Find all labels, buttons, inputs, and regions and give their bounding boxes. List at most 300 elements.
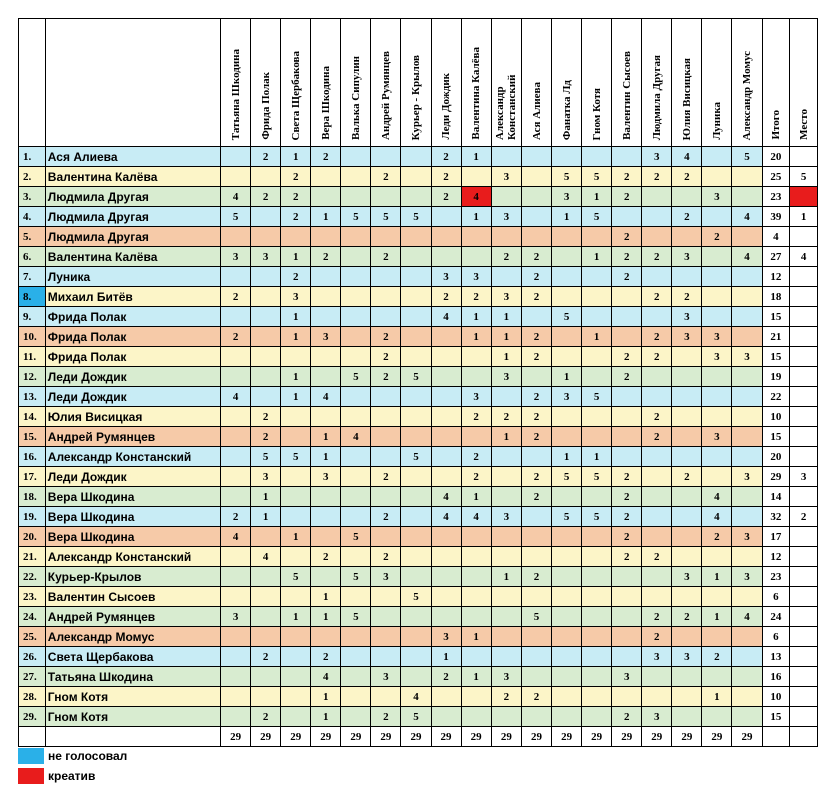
score-cell: 5 [401, 587, 431, 607]
score-cell: 3 [732, 567, 762, 587]
score-cell: 3 [491, 207, 521, 227]
score-cell [732, 667, 762, 687]
row-name: Людмила Другая [45, 187, 220, 207]
row-name: Фрида Полак [45, 307, 220, 327]
header-row [19, 19, 818, 147]
score-cell [401, 667, 431, 687]
row-place [790, 427, 818, 447]
table-row [19, 567, 818, 587]
row-place [790, 587, 818, 607]
score-cell [311, 487, 341, 507]
score-cell [491, 627, 521, 647]
score-cell: 2 [612, 227, 642, 247]
score-cell [341, 447, 371, 467]
score-cell: 2 [251, 407, 281, 427]
score-cell: 1 [281, 527, 311, 547]
table-row [19, 347, 818, 367]
score-cell [311, 167, 341, 187]
column-header [401, 19, 431, 147]
score-cell [341, 507, 371, 527]
score-cell: 3 [732, 467, 762, 487]
row-number: 12. [19, 367, 46, 387]
score-cell [732, 647, 762, 667]
row-total: 39 [762, 207, 790, 227]
row-place [790, 487, 818, 507]
score-cell [732, 407, 762, 427]
score-cell [461, 687, 491, 707]
score-cell [221, 427, 251, 447]
score-cell [461, 547, 491, 567]
score-cell: 3 [642, 647, 672, 667]
score-cell [431, 587, 461, 607]
score-cell [431, 427, 461, 447]
score-cell [491, 587, 521, 607]
score-cell: 2 [642, 347, 672, 367]
row-number: 9. [19, 307, 46, 327]
column-header [582, 19, 612, 147]
score-cell [401, 347, 431, 367]
score-cell [702, 147, 732, 167]
score-cell [672, 547, 702, 567]
score-cell [732, 447, 762, 467]
score-cell [371, 307, 401, 327]
column-total: 29 [522, 727, 552, 747]
row-place [790, 707, 818, 727]
score-cell: 5 [371, 207, 401, 227]
score-cell: 4 [221, 187, 251, 207]
score-cell [221, 447, 251, 467]
score-cell: 1 [311, 427, 341, 447]
score-cell [281, 667, 311, 687]
score-cell [642, 187, 672, 207]
row-name: Александр Констанский [45, 547, 220, 567]
table-row [19, 587, 818, 607]
row-name: Света Щербакова [45, 647, 220, 667]
score-cell: 3 [672, 567, 702, 587]
score-cell [341, 167, 371, 187]
score-cell: 3 [702, 327, 732, 347]
score-cell [552, 667, 582, 687]
table-row [19, 427, 818, 447]
table-row [19, 147, 818, 167]
score-cell [251, 227, 281, 247]
score-cell [612, 687, 642, 707]
score-cell [552, 587, 582, 607]
score-cell: 1 [702, 567, 732, 587]
column-header-label: Света Щербакова [289, 50, 302, 140]
score-cell [401, 327, 431, 347]
row-total: 6 [762, 627, 790, 647]
score-cell: 1 [281, 307, 311, 327]
score-cell: 5 [401, 447, 431, 467]
score-cell [251, 527, 281, 547]
column-total: 29 [702, 727, 732, 747]
column-total: 29 [371, 727, 401, 747]
column-total: 29 [431, 727, 461, 747]
score-cell [732, 507, 762, 527]
score-cell [251, 307, 281, 327]
row-place [790, 527, 818, 547]
score-cell [221, 627, 251, 647]
score-cell [401, 147, 431, 167]
score-cell: 5 [341, 607, 371, 627]
score-cell [311, 627, 341, 647]
score-cell: 1 [552, 207, 582, 227]
score-cell [582, 287, 612, 307]
score-cell [431, 347, 461, 367]
score-cell [612, 587, 642, 607]
score-cell: 5 [552, 307, 582, 327]
row-place [790, 307, 818, 327]
score-cell [702, 247, 732, 267]
score-cell [341, 667, 371, 687]
score-cell [371, 687, 401, 707]
score-cell: 1 [311, 447, 341, 467]
score-cell [612, 447, 642, 467]
score-cell: 5 [552, 507, 582, 527]
row-name: Александр Момус [45, 627, 220, 647]
score-cell: 1 [281, 247, 311, 267]
row-place: 3 [790, 467, 818, 487]
score-cell: 5 [552, 467, 582, 487]
score-cell [552, 607, 582, 627]
score-cell: 5 [341, 367, 371, 387]
header-corner-name [45, 19, 220, 147]
score-cell [341, 467, 371, 487]
row-total: 23 [762, 567, 790, 587]
column-header-label: Валентина Калёва [470, 47, 483, 140]
row-number: 29. [19, 707, 46, 727]
row-number: 6. [19, 247, 46, 267]
score-cell [642, 227, 672, 247]
score-cell: 4 [221, 387, 251, 407]
score-cell [401, 547, 431, 567]
column-total: 29 [311, 727, 341, 747]
score-cell [461, 647, 491, 667]
score-cell [732, 327, 762, 347]
score-cell [672, 407, 702, 427]
column-total: 29 [672, 727, 702, 747]
row-total: 23 [762, 187, 790, 207]
score-cell [672, 367, 702, 387]
column-total: 29 [401, 727, 431, 747]
score-cell: 2 [371, 347, 401, 367]
score-cell: 3 [491, 167, 521, 187]
score-cell [491, 547, 521, 567]
score-cell: 2 [371, 327, 401, 347]
score-cell [251, 387, 281, 407]
score-cell: 2 [221, 507, 251, 527]
column-header-label: Валентин Сысоев [620, 51, 633, 140]
score-cell [431, 687, 461, 707]
score-cell [582, 547, 612, 567]
score-cell: 1 [281, 367, 311, 387]
score-cell [341, 347, 371, 367]
score-cell [582, 147, 612, 167]
score-cell [732, 487, 762, 507]
table-row [19, 607, 818, 627]
score-cell: 5 [341, 567, 371, 587]
row-total: 12 [762, 547, 790, 567]
score-cell: 2 [642, 407, 672, 427]
score-cell [552, 567, 582, 587]
column-header-label: Фрида Полак [259, 72, 272, 140]
score-cell: 4 [732, 207, 762, 227]
score-cell [612, 647, 642, 667]
score-cell [401, 187, 431, 207]
column-header-label: Вера Шкодина [319, 66, 332, 140]
score-cell: 2 [491, 407, 521, 427]
row-place [790, 387, 818, 407]
row-total: 17 [762, 527, 790, 547]
score-cell: 4 [221, 527, 251, 547]
row-number: 25. [19, 627, 46, 647]
score-cell [281, 427, 311, 447]
score-cell [702, 307, 732, 327]
score-cell [221, 407, 251, 427]
row-name: Людмила Другая [45, 207, 220, 227]
table-row [19, 267, 818, 287]
score-cell [461, 707, 491, 727]
score-cell [281, 547, 311, 567]
score-cell [522, 227, 552, 247]
score-cell [461, 567, 491, 587]
score-cell: 2 [612, 507, 642, 527]
score-cell: 2 [371, 167, 401, 187]
score-cell [582, 587, 612, 607]
score-cell [582, 567, 612, 587]
row-number: 14. [19, 407, 46, 427]
score-cell [221, 227, 251, 247]
score-cell [702, 707, 732, 727]
score-cell [341, 327, 371, 347]
score-cell [702, 447, 732, 467]
score-cell: 2 [371, 247, 401, 267]
column-total: 29 [341, 727, 371, 747]
score-cell [612, 307, 642, 327]
score-cell [401, 427, 431, 447]
score-cell [371, 427, 401, 447]
score-cell: 2 [522, 327, 552, 347]
score-cell [672, 527, 702, 547]
score-cell [491, 527, 521, 547]
score-cell [221, 147, 251, 167]
score-cell [461, 607, 491, 627]
score-cell [552, 487, 582, 507]
score-cell [311, 367, 341, 387]
table-row [19, 467, 818, 487]
score-cell: 2 [221, 327, 251, 347]
row-total: 32 [762, 507, 790, 527]
score-cell [672, 687, 702, 707]
score-cell: 2 [672, 467, 702, 487]
score-cell [371, 227, 401, 247]
score-cell [221, 687, 251, 707]
row-total: 20 [762, 447, 790, 467]
score-cell [612, 287, 642, 307]
score-cell [251, 267, 281, 287]
row-name: Фрида Полак [45, 347, 220, 367]
row-name: Валентина Калёва [45, 247, 220, 267]
score-cell [311, 307, 341, 327]
table-row [19, 487, 818, 507]
score-cell: 1 [461, 327, 491, 347]
score-cell: 2 [431, 167, 461, 187]
row-number: 3. [19, 187, 46, 207]
score-cell [431, 707, 461, 727]
score-cell: 5 [401, 707, 431, 727]
score-cell [612, 427, 642, 447]
score-cell [371, 627, 401, 647]
score-cell [732, 587, 762, 607]
score-cell [642, 687, 672, 707]
score-cell: 2 [672, 167, 702, 187]
score-cell [612, 207, 642, 227]
score-cell [431, 247, 461, 267]
score-cell [311, 407, 341, 427]
score-cell: 4 [732, 247, 762, 267]
score-cell: 1 [461, 667, 491, 687]
score-cell [401, 267, 431, 287]
score-cell [522, 187, 552, 207]
row-total: 10 [762, 407, 790, 427]
score-cell [281, 587, 311, 607]
score-cell: 3 [221, 247, 251, 267]
score-cell [522, 367, 552, 387]
row-total: 15 [762, 427, 790, 447]
score-cell [642, 387, 672, 407]
score-cell [341, 547, 371, 567]
row-total: 29 [762, 467, 790, 487]
score-cell [281, 227, 311, 247]
score-cell [431, 207, 461, 227]
row-total: 6 [762, 587, 790, 607]
score-cell: 2 [642, 547, 672, 567]
score-cell [732, 427, 762, 447]
score-cell [582, 607, 612, 627]
score-cell: 2 [522, 287, 552, 307]
score-cell: 5 [582, 207, 612, 227]
score-cell: 2 [371, 707, 401, 727]
score-cell: 1 [281, 607, 311, 627]
row-total: 15 [762, 707, 790, 727]
score-cell: 1 [281, 327, 311, 347]
score-cell [401, 167, 431, 187]
score-cell [281, 407, 311, 427]
score-cell [582, 627, 612, 647]
score-cell: 3 [672, 247, 702, 267]
row-total: 21 [762, 327, 790, 347]
score-cell: 1 [461, 207, 491, 227]
totals-corner-num [19, 727, 46, 747]
score-cell: 2 [281, 267, 311, 287]
table-row [19, 187, 818, 207]
score-cell [341, 627, 371, 647]
column-total: 29 [612, 727, 642, 747]
score-cell [582, 347, 612, 367]
score-cell [431, 467, 461, 487]
row-name: Андрей Румянцев [45, 427, 220, 447]
score-cell [642, 487, 672, 507]
score-cell [522, 627, 552, 647]
score-cell [642, 467, 672, 487]
table-row [19, 207, 818, 227]
row-name: Фрида Полак [45, 327, 220, 347]
total-column-header [762, 19, 790, 147]
score-cell: 2 [642, 607, 672, 627]
score-cell [552, 247, 582, 267]
row-number: 4. [19, 207, 46, 227]
score-cell [612, 607, 642, 627]
score-cell [281, 487, 311, 507]
score-cell: 2 [702, 527, 732, 547]
score-cell [702, 387, 732, 407]
row-place [790, 447, 818, 467]
row-place: 2 [790, 507, 818, 527]
column-header-label: Валька Сипулин [349, 55, 362, 140]
score-cell: 3 [311, 327, 341, 347]
score-cell: 4 [702, 507, 732, 527]
score-cell [642, 567, 672, 587]
row-place [790, 667, 818, 687]
score-cell: 4 [672, 147, 702, 167]
header-corner-num [19, 19, 46, 147]
score-cell: 2 [612, 187, 642, 207]
score-cell: 3 [371, 667, 401, 687]
score-cell: 4 [461, 187, 491, 207]
legend-swatch [18, 748, 44, 764]
row-name: Вера Шкодина [45, 507, 220, 527]
score-cell [431, 447, 461, 467]
score-cell: 2 [702, 227, 732, 247]
row-number: 15. [19, 427, 46, 447]
score-cell: 5 [552, 167, 582, 187]
score-cell: 4 [732, 607, 762, 627]
score-cell: 3 [491, 507, 521, 527]
score-cell [732, 187, 762, 207]
row-total: 15 [762, 347, 790, 367]
score-cell: 1 [311, 587, 341, 607]
score-cell: 1 [311, 707, 341, 727]
score-cell [371, 447, 401, 467]
row-name: Луника [45, 267, 220, 287]
score-cell: 3 [642, 707, 672, 727]
score-cell [672, 427, 702, 447]
score-cell [702, 587, 732, 607]
score-cell [341, 147, 371, 167]
row-name: Юлия Висицкая [45, 407, 220, 427]
column-header-label: Леди Дождик [440, 73, 453, 140]
score-cell [732, 287, 762, 307]
row-number: 22. [19, 567, 46, 587]
row-total: 24 [762, 607, 790, 627]
score-cell [491, 607, 521, 627]
score-cell [371, 147, 401, 167]
legend-swatch [18, 768, 44, 784]
score-cell: 2 [642, 427, 672, 447]
score-cell [491, 647, 521, 667]
score-cell [612, 147, 642, 167]
table-row [19, 167, 818, 187]
score-cell: 2 [251, 187, 281, 207]
column-header [221, 19, 251, 147]
row-place: 5 [790, 167, 818, 187]
score-cell: 4 [251, 547, 281, 567]
score-cell: 2 [491, 247, 521, 267]
score-cell: 2 [672, 287, 702, 307]
score-cell [552, 347, 582, 367]
column-header [612, 19, 642, 147]
